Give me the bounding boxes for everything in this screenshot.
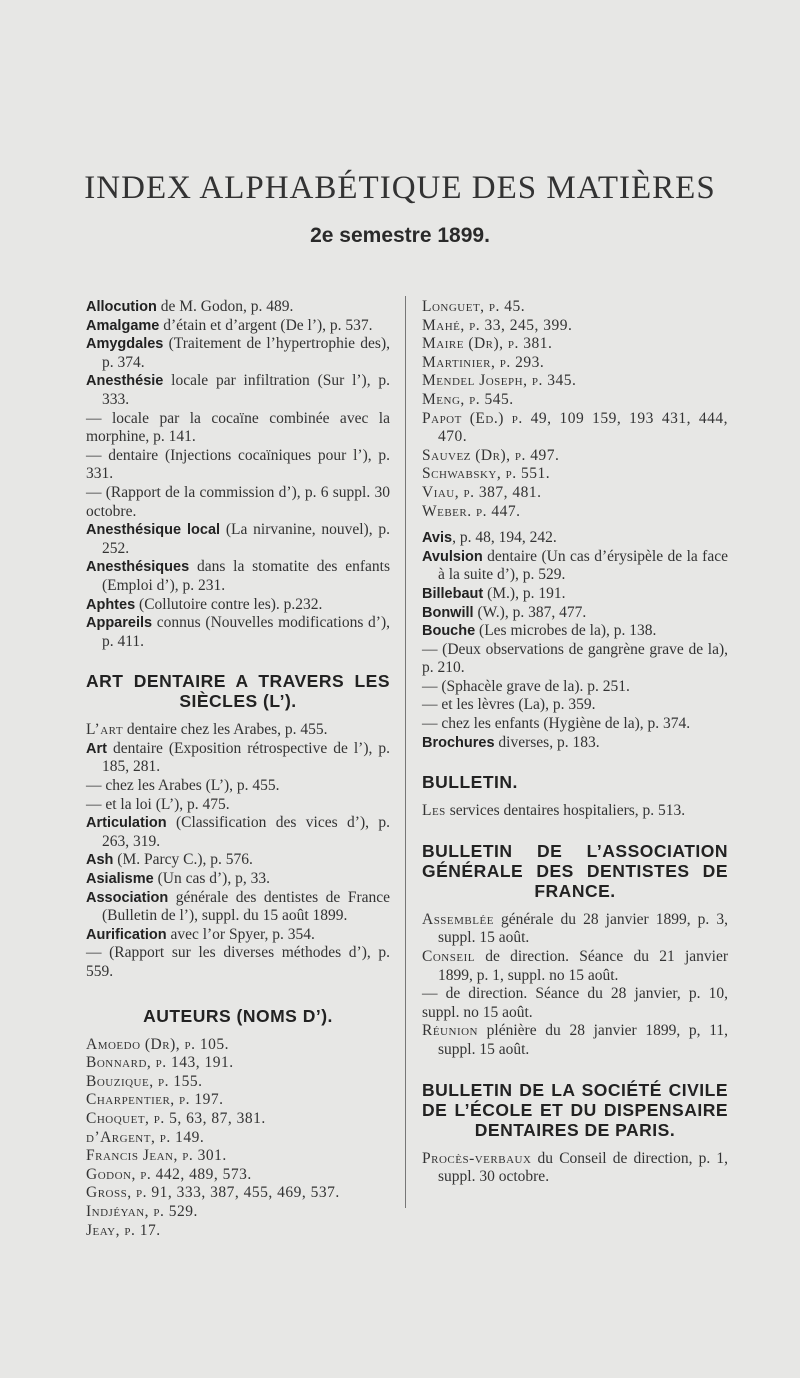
entry-text: connus (Nouvelles modifications d’), p. 411. [102, 614, 390, 650]
right-column [422, 298, 728, 1187]
index-entry [86, 317, 390, 336]
index-entry [86, 298, 390, 317]
index-entry [86, 521, 390, 558]
entry-text: — (Rapport de la commission d’), p. 6 suppl. 30 octobre. [86, 483, 390, 520]
author-entry: Longuet, p. 45. [422, 298, 526, 315]
entry-text: — dentaire (Injections cocaïniques pour l’), p. 331. [86, 446, 390, 483]
column-divider [405, 296, 406, 1208]
entry-text: dentaire chez les Arabes, p. 455. [123, 721, 328, 739]
entry-text: — locale par la cocaïne combinée avec la morphine, p. 141. [86, 409, 390, 446]
index-entry [422, 985, 728, 1022]
entry-text: — (Rapport sur les diverses méthodes d’), p. 559. [86, 944, 390, 980]
index-entries-a [86, 298, 390, 651]
index-entry [86, 870, 390, 889]
index-entry [86, 740, 390, 777]
entry-keyword: Articulation [86, 815, 167, 832]
author-entry: Martinier, p. 293. [422, 353, 545, 371]
index-entry [422, 548, 728, 585]
entry-text: (Classification des vices d’), p. 263, 319. [102, 814, 390, 850]
entry-text: d’étain et d’argent (De l’), p. 537. [159, 316, 373, 334]
section-heading-art-dentaire: ART DENTAIRE A TRAVERS LES SIÈCLES (L’). [86, 671, 390, 712]
entry-text: plénière du 28 janvier 1899, p, 11, suppl. 15 août. [438, 1022, 728, 1058]
author-entry: Bouzique, p. 155. [86, 1072, 203, 1090]
index-entry [86, 447, 390, 484]
entry-text: — et la loi (L’), p. 475. [86, 795, 230, 813]
author-entry: Meng, p. 545. [422, 390, 514, 408]
author-entry: Charpentier, p. 197. [86, 1091, 224, 1109]
entry-keyword: Amalgame [86, 317, 160, 334]
author-entry: Francis Jean, p. 301. [86, 1147, 227, 1165]
author-entry: Amoedo (Dr), p. 105. [86, 1035, 229, 1053]
index-entry [86, 814, 390, 851]
index-entry [86, 558, 390, 595]
entry-keyword: Anesthésique local [86, 522, 221, 539]
entry-text: générale des dentistes de France (Bulletin de l’), suppl. du 15 août 1899. [102, 888, 390, 925]
author-entry: Mendel Joseph, p. 345. [422, 372, 577, 390]
bulletin-entry [422, 802, 728, 821]
index-entry [422, 585, 728, 604]
author-entry: Weber. p. 447. [422, 502, 521, 520]
index-entry [422, 802, 728, 821]
entry-text: services dentaires hospitaliers, p. 513. [445, 802, 686, 820]
author-entry: Bonnard, p. 143, 191. [86, 1054, 234, 1072]
author-entry: Choquet, p. 5, 63, 87, 381. [86, 1109, 266, 1127]
entry-keyword: Les [422, 802, 446, 820]
entry-text: diverses, p. 183. [494, 733, 600, 751]
author-entry: Sauvez (Dr), p. 497. [422, 446, 560, 464]
entry-keyword: Amygdales [86, 336, 164, 353]
page-title: INDEX ALPHABÉTIQUE DES MATIÈRES [84, 170, 716, 206]
entry-text: — chez les Arabes (L’), p. 455. [86, 777, 280, 795]
index-entry [86, 796, 390, 815]
authors-list [86, 1036, 390, 1241]
entry-text: — de direction. Séance du 28 janvier, p. 10, suppl. no 15 août. [422, 985, 728, 1021]
index-entries-b [422, 529, 728, 752]
author-entry: Schwabsky, p. 551. [422, 465, 551, 483]
entry-text: (La nirvanine, nouvel), p. 252. [102, 521, 391, 557]
entry-keyword: Association [86, 889, 169, 906]
index-entry [86, 614, 390, 651]
entry-keyword: Procès-verbaux [422, 1149, 532, 1167]
index-entry [422, 678, 728, 697]
entry-keyword: Conseil [422, 948, 475, 966]
entry-text: (M.), p. 191. [483, 584, 566, 602]
index-entry [86, 926, 390, 945]
index-entry [86, 889, 390, 926]
entry-text: (Un cas d’), p, 33. [153, 870, 270, 888]
author-entry: Gross, p. 91, 333, 387, 455, 469, 537. [86, 1184, 340, 1202]
page-subtitle: 2e semestre 1899. [310, 224, 490, 247]
author-entry: Indjéyan, p. 529. [86, 1202, 198, 1220]
index-entry [86, 944, 390, 981]
author-entry: Viau, p. 387, 481. [422, 483, 542, 501]
entry-keyword: Brochures [422, 734, 495, 751]
entry-text: (W.), p. 387, 477. [473, 603, 587, 621]
entry-keyword: Aphtes [86, 596, 136, 613]
entry-text: avec l’or Spyer, p. 354. [166, 925, 315, 943]
entry-keyword: Asialisme [86, 871, 154, 888]
entry-text: générale du 28 janvier 1899, p. 3, suppl. 15 août. [438, 910, 728, 947]
author-entry: Jeay, p. 17. [86, 1221, 161, 1239]
index-entry [422, 715, 728, 734]
entry-text: du Conseil de direction, p. 1, suppl. 30 octobre. [438, 1149, 728, 1186]
entry-text: — et les lèvres (La), p. 359. [422, 696, 596, 714]
entry-keyword: Allocution [86, 299, 157, 315]
entry-keyword: Avulsion [422, 548, 483, 565]
entry-text: locale par infiltration (Sur l’), p. 333. [102, 372, 390, 408]
index-entry [422, 696, 728, 715]
index-entry [422, 1022, 728, 1059]
entry-keyword: Billebaut [422, 585, 484, 602]
entry-keyword: Bonwill [422, 604, 474, 621]
entry-text: (Traitement de l’hypertrophie des), p. 374. [102, 335, 390, 371]
author-entry: Maire (Dr), p. 381. [422, 335, 553, 353]
index-entry [86, 777, 390, 796]
author-entry: d’Argent, p. 149. [86, 1128, 205, 1146]
section-heading-auteurs: AUTEURS (NOMS D’). [143, 1005, 333, 1026]
section-heading-bulletin-association: BULLETIN DE L’ASSOCIATION GÉNÉRALE DES DENTISTES DE FRANCE. [422, 840, 728, 901]
entry-keyword: Aurification [86, 926, 167, 943]
index-entry [86, 410, 390, 447]
entry-keyword: Anesthésiques [86, 559, 190, 576]
section-heading-bulletin-societe: BULLETIN DE LA SOCIÉTÉ CIVILE DE L’ÉCOLE ET DU DISPENSAIRE DENTAIRES DE PARIS. [422, 1079, 728, 1140]
index-entry [422, 641, 728, 678]
index-entry [86, 372, 390, 409]
index-entry [422, 911, 728, 948]
entry-keyword: Avis [422, 530, 453, 547]
index-entry [422, 604, 728, 623]
entry-text: — (Sphacèle grave de la). p. 251. [422, 677, 630, 695]
entry-text: dentaire (Un cas d’érysipèle de la face à la suite d’), p. 529. [438, 547, 728, 584]
authors-list-continued [422, 298, 728, 521]
entry-keyword: Assemblée [422, 910, 494, 928]
left-column [86, 298, 390, 1240]
entry-keyword: Art [86, 740, 107, 757]
entry-keyword: Réunion [422, 1022, 478, 1040]
entry-text: (Collutoire contre les). p.232. [135, 595, 323, 613]
entry-text: , p. 48, 194, 242. [452, 529, 557, 547]
index-entries-art [86, 721, 390, 981]
index-entry [422, 734, 728, 753]
entry-keyword: L’art [86, 721, 124, 739]
author-entry: Godon, p. 442, 489, 573. [86, 1165, 252, 1183]
entry-keyword: Ash [86, 852, 114, 869]
entry-text: de M. Godon, p. 489. [156, 298, 294, 315]
entry-keyword: Bouche [422, 623, 476, 640]
index-entry [422, 622, 728, 641]
entry-text: dentaire (Exposition rétrospective de l’), p. 185, 281. [102, 739, 390, 776]
societe-entry [422, 1150, 728, 1187]
entry-text: (M. Parcy C.), p. 576. [113, 851, 253, 869]
entry-text: dans la stomatite des enfants (Emploi d’), p. 231. [102, 558, 390, 594]
index-entry [422, 1150, 728, 1187]
index-entry [86, 721, 390, 740]
entry-text: de direction. Séance du 21 janvier 1899, p. 1, suppl. no 15 août. [438, 948, 728, 984]
author-entry: Mahé, p. 33, 245, 399. [422, 316, 573, 334]
entry-keyword: Anesthésie [86, 373, 164, 390]
index-entry [86, 335, 390, 372]
index-entry [86, 596, 390, 615]
section-heading-bulletin: BULLETIN. [422, 772, 518, 793]
entry-text: (Les microbes de la), p. 138. [475, 622, 657, 640]
entry-keyword: Appareils [86, 615, 153, 632]
author-entry: Papot (Ed.) p. 49, 109 159, 193 431, 444, 470. [422, 409, 728, 446]
index-entry [422, 948, 728, 985]
entry-text: — (Deux observations de gangrène grave de la), p. 210. [422, 640, 728, 677]
entry-text: — chez les enfants (Hygiène de la), p. 374. [422, 715, 691, 733]
index-entry [422, 529, 728, 548]
index-entry [86, 851, 390, 870]
association-entries [422, 911, 728, 1060]
index-entry [86, 484, 390, 521]
